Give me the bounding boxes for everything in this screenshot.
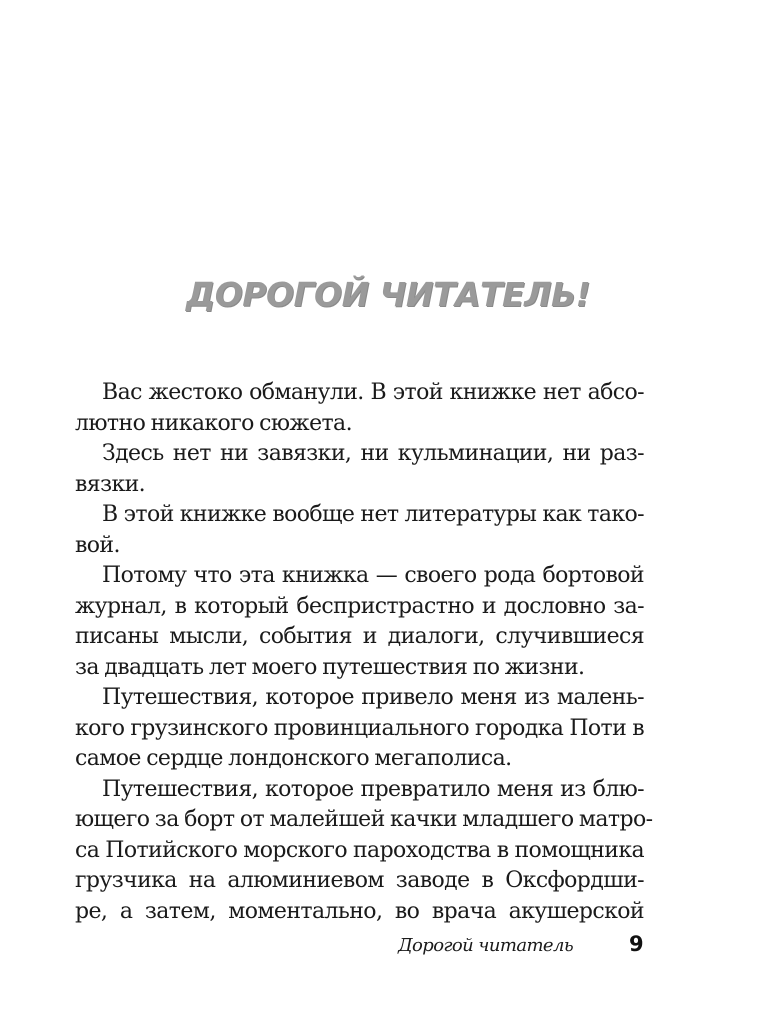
text-line: вой. <box>75 532 120 558</box>
text-line: са Потийского морского пароходства в помощника <box>75 837 644 863</box>
text-line: за двадцать лет моего путешествия по жизни. <box>75 654 585 680</box>
chapter-title: ДОРОГОЙ ЧИТАТЕЛЬ! <box>185 275 591 314</box>
text-line: кого грузинского провинциального городка Поти в <box>75 715 644 741</box>
text-line: Здесь нет ни завязки, ни кульминации, ни раз- <box>102 441 644 466</box>
text-line: журнал, в который беспристрастно и дословно за- <box>75 593 644 619</box>
running-footer-title: Дорогой читатель <box>398 935 574 956</box>
text-line: ре, а затем, моментально, во врача акушерской <box>75 898 644 924</box>
text-line: Потому что эта книжка — своего рода бортовой <box>102 563 644 588</box>
page-number: 9 <box>629 932 644 956</box>
text-line: Путешествия, которое привело меня из малень- <box>102 685 644 710</box>
text-line: В этой книжке вообще нет литературы как тако- <box>102 502 644 527</box>
text-line: вязки. <box>75 471 146 497</box>
text-line: Путешествия, которое превратило меня из блю- <box>102 776 644 802</box>
text-line: самое сердце лондонского мегаполиса. <box>75 746 512 771</box>
text-line: писаны мысли, события и диалоги, случившиеся <box>75 624 644 649</box>
text-line: Вас жестоко обманули. В этой книжке нет абсо- <box>102 380 644 405</box>
text-line: лютно никакого сюжета. <box>75 410 352 436</box>
text-line: ющего за борт от малейшей качки младшего матро- <box>75 807 653 832</box>
body-text <box>75 378 653 927</box>
text-line: грузчика на алюминиевом заводе в Оксфордши- <box>75 868 644 893</box>
